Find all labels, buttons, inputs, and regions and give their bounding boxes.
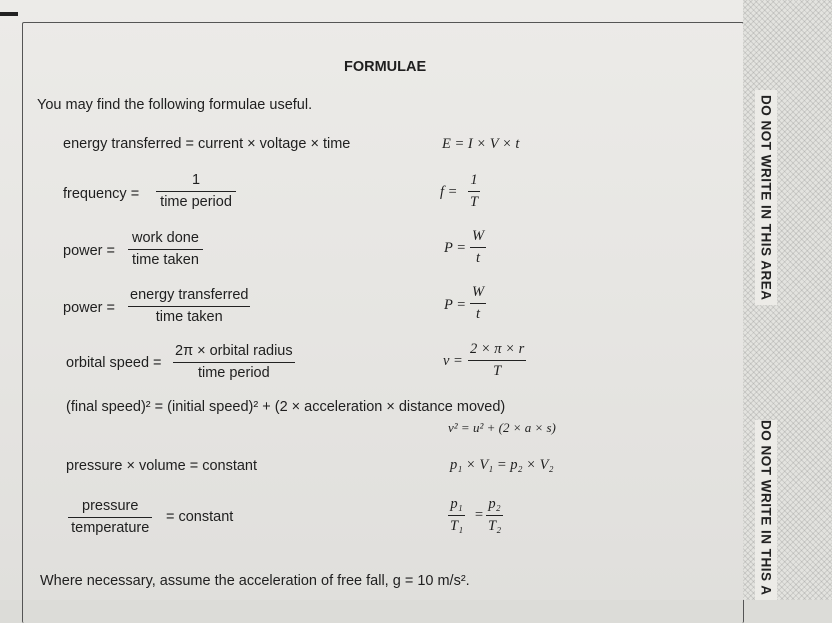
orbital-denominator: time period xyxy=(197,365,270,381)
do-not-write-label-cut: DO NOT WRITE IN THIS A xyxy=(758,420,774,596)
power-sym-numerator-2: W xyxy=(470,284,486,304)
power-numerator-2: energy transferred xyxy=(128,287,250,307)
energy-formula-symbols: E = I × V × t xyxy=(442,136,520,152)
power-sym-lhs-1: P = xyxy=(444,240,467,256)
pressure-temperature-rhs: = constant xyxy=(166,509,234,525)
orbital-numerator: 2π × orbital radius xyxy=(173,343,295,363)
energy-formula-words: energy transferred = current × voltage × time xyxy=(63,136,351,152)
pressure-temp-sym-fraction-2 xyxy=(486,496,503,535)
temperature-sym-denominator-1: T₁ xyxy=(450,518,464,534)
frequency-numerator: 1 xyxy=(156,172,236,192)
power-numerator-1: work done xyxy=(128,230,203,250)
frequency-sym-lhs: f = xyxy=(440,184,458,200)
temperature-denominator: temperature xyxy=(71,520,150,536)
pressure-temperature-fraction xyxy=(68,498,152,537)
power-lhs-2: power = xyxy=(63,300,115,316)
power-sym-fraction-1 xyxy=(470,228,486,267)
intro-text: You may find the following formulae useful. xyxy=(37,97,313,113)
pressure-temp-sym-fraction-1 xyxy=(448,496,465,535)
frequency-lhs: frequency = xyxy=(63,186,140,202)
power-lhs-1: power = xyxy=(63,243,115,259)
pressure-temp-sym-equals: = xyxy=(474,507,484,523)
frequency-denominator: time period xyxy=(160,194,232,210)
power-sym-numerator-1: W xyxy=(470,228,486,248)
power-fraction-2 xyxy=(128,287,250,326)
power-sym-denominator-2: t xyxy=(476,306,481,322)
orbital-sym-numerator: 2 × π × r xyxy=(468,341,526,361)
power-denominator-1: time taken xyxy=(132,252,199,268)
power-denominator-2: time taken xyxy=(155,309,223,325)
margin-mark xyxy=(0,12,18,16)
free-fall-note: Where necessary, assume the acceleration of free fall, g = 10 m/s². xyxy=(40,573,470,589)
power-sym-denominator-1: t xyxy=(476,250,481,266)
do-not-write-label: DO NOT WRITE IN THIS AREA xyxy=(758,94,774,301)
motion-formula-symbols: v² = u² + (2 × a × s) xyxy=(448,420,556,435)
power-sym-lhs-2: P = xyxy=(444,297,467,313)
orbital-sym-denominator: T xyxy=(493,363,502,379)
frequency-sym-numerator: 1 xyxy=(468,172,479,192)
pressure-volume-symbols: p₁ × V₁ = p₂ × V₂ xyxy=(450,457,554,473)
margin-label-upper xyxy=(755,90,777,305)
pressure-sym-numerator-2: p₂ xyxy=(486,496,502,516)
motion-formula-words: (final speed)² = (initial speed)² + (2 × acceleration × distance moved) xyxy=(66,399,506,415)
pressure-sym-numerator-1: p₁ xyxy=(448,496,464,516)
power-sym-fraction-2 xyxy=(470,284,486,323)
orbital-sym-lhs: v = xyxy=(443,353,463,369)
margin-label-lower xyxy=(755,420,777,600)
orbital-lhs: orbital speed = xyxy=(66,355,162,371)
frequency-sym-denominator: T xyxy=(470,194,479,210)
pressure-volume-words: pressure × volume = constant xyxy=(66,458,258,474)
frequency-fraction xyxy=(156,172,236,211)
temperature-sym-denominator-2: T₂ xyxy=(488,518,502,534)
orbital-sym-fraction xyxy=(468,341,526,380)
power-fraction-1 xyxy=(128,230,203,269)
formulae-heading: FORMULAE xyxy=(344,59,427,75)
orbital-fraction xyxy=(173,343,295,382)
pressure-numerator: pressure xyxy=(68,498,152,518)
frequency-sym-fraction xyxy=(468,172,480,211)
